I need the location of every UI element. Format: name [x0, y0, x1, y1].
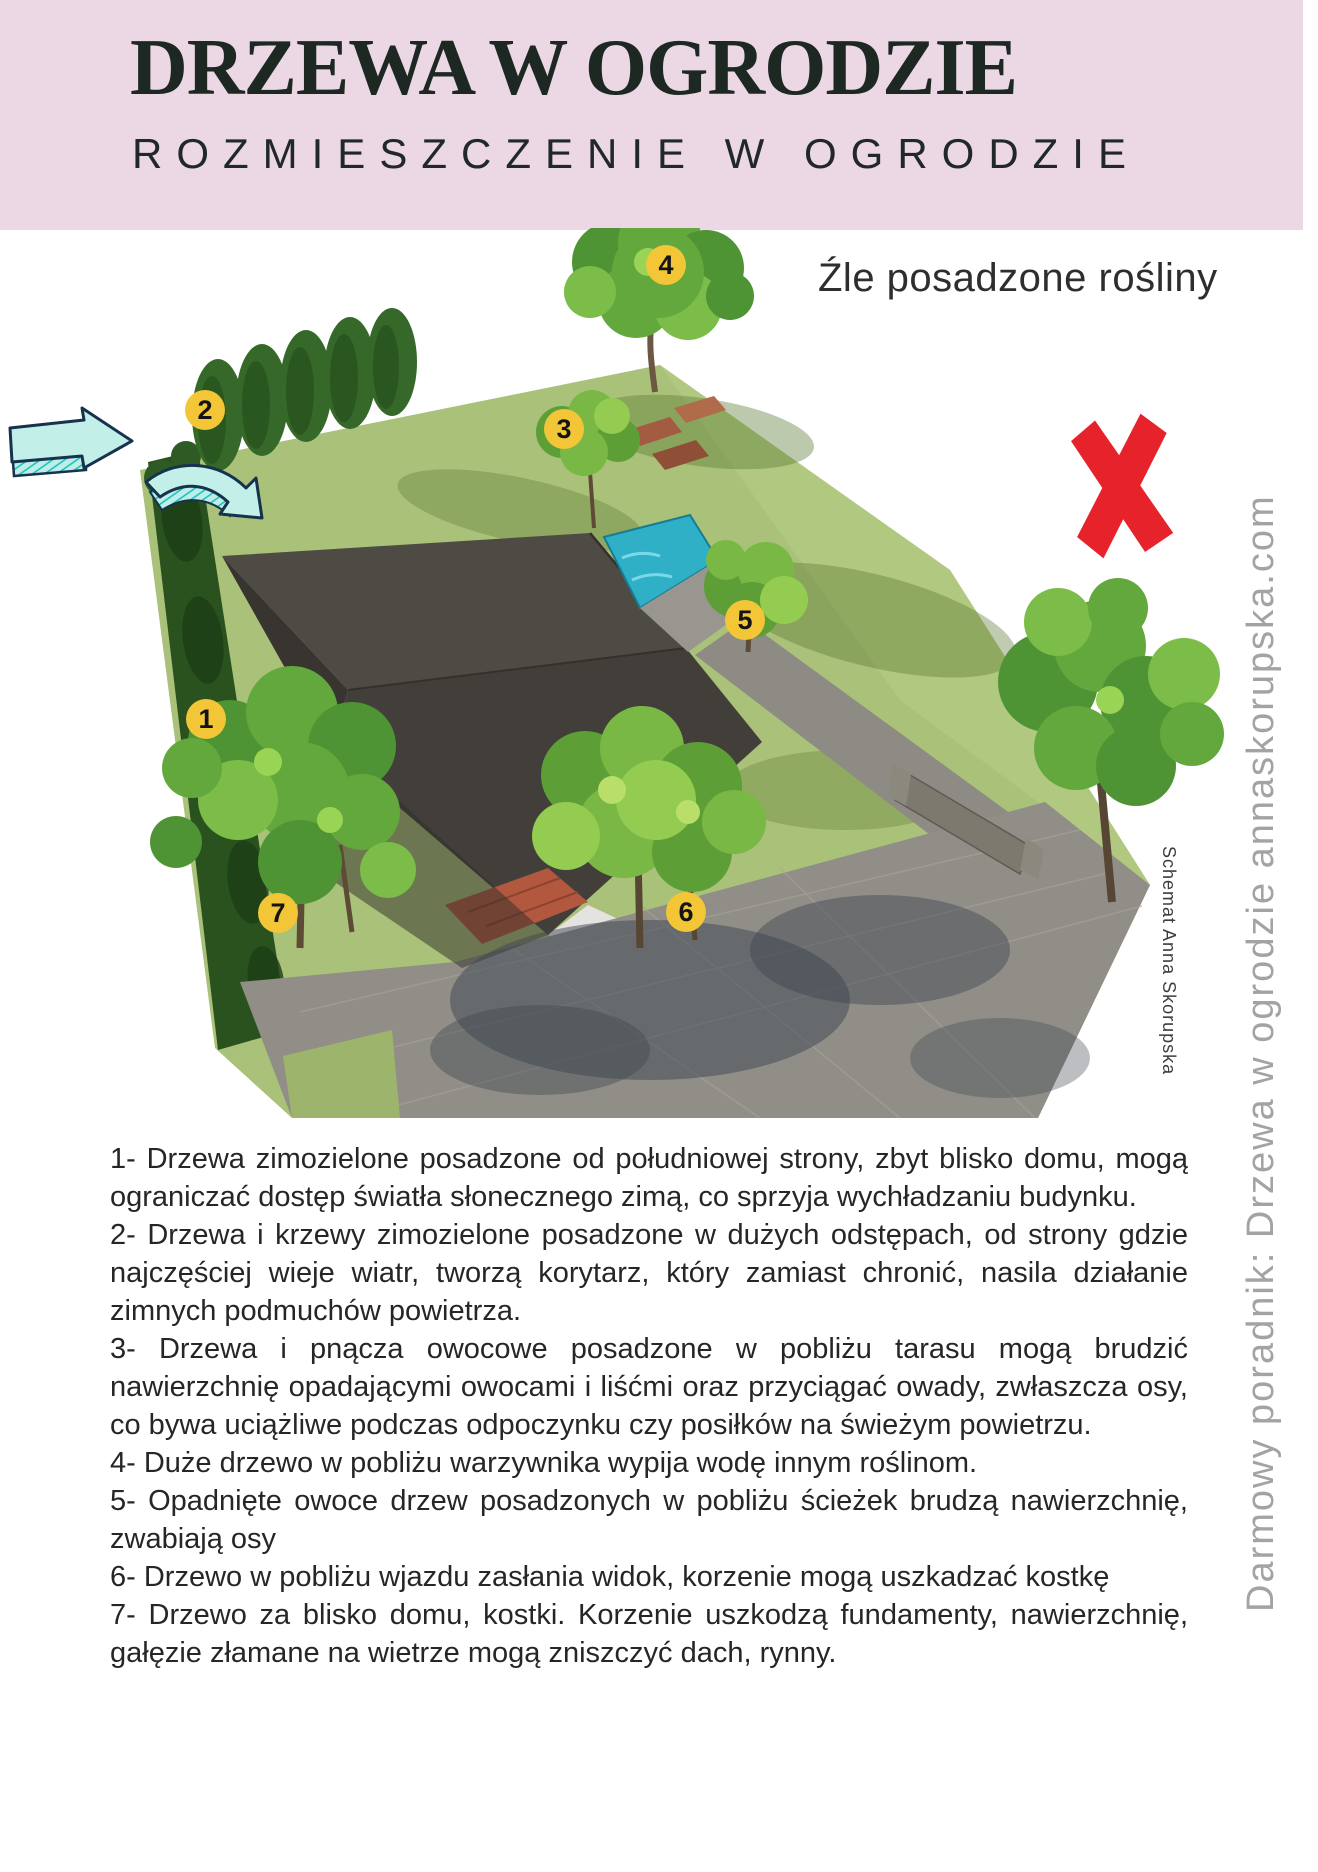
marker-2: [185, 390, 225, 430]
marker-1: [186, 699, 226, 739]
note-item-4: 4- Duże drzewo w pobliżu warzywnika wypija wodę innym roślinom.: [110, 1447, 978, 1479]
schema-credit: Schemat Anna Skorupska: [1159, 846, 1179, 1076]
page-subtitle: ROZMIESZCZENIE W OGRODZIE: [132, 130, 1140, 177]
note-item-6: 6- Drzewo w pobliżu wjazdu zasłania widok, korzenie mogą uszkadzać kostkę: [110, 1561, 1110, 1593]
marker-3: [544, 409, 584, 449]
diagram-caption: Źle posadzone rośliny: [818, 256, 1218, 300]
marker-7-label: 7: [270, 897, 286, 928]
wind-arrow-straight-icon: [10, 408, 132, 476]
note-item-3: 3- Drzewa i pnącza owocowe posadzone w pobliżu tarasu mogą brudzić nawierzchnię opadającymi owocami i liśćmi oraz przyciągać owady, zwłaszcza osy, co bywa uciążliwe podczas odpoczynku czy posiłków na świeżym powietrzu.: [110, 1333, 1188, 1441]
note-item-1: 1- Drzewa zimozielone posadzone od południowej strony, zbyt blisko domu, mogą ograniczać dostęp światła słonecznego zimą, co sprzyja wychładzaniu budynku.: [110, 1143, 1188, 1213]
garden-illustration: [0, 228, 1318, 1128]
red-x-icon: [1065, 411, 1179, 561]
marker-2-label: 2: [197, 394, 213, 425]
marker-4-label: 4: [658, 249, 674, 280]
marker-6-label: 6: [678, 896, 694, 927]
marker-7: [258, 893, 298, 933]
note-item-7: 7- Drzewo za blisko domu, kostki. Korzenie uszkodzą fundamenty, nawierzchnię, gałęzie złamane na wietrze mogą zniszczyć dach, rynny.: [110, 1599, 1188, 1669]
guide-watermark: Darmowy poradnik: Drzewa w ogrodzie annaskorupska.com: [1240, 494, 1282, 1612]
marker-1-label: 1: [198, 703, 214, 734]
note-item-2: 2- Drzewa i krzewy zimozielone posadzone w dużych odstępach, od strony gdzie najczęściej wieje wiatr, tworzą korytarz, który zamiast chronić, nasila działanie zimnych podmuchów powietrza.: [110, 1219, 1188, 1327]
notes-list: [110, 1140, 1188, 1672]
marker-5: [725, 600, 765, 640]
page-title: DRZEWA W OGRODZIE: [130, 24, 1017, 112]
marker-6: [666, 892, 706, 932]
marker-3-label: 3: [556, 413, 572, 444]
note-item-5: 5- Opadnięte owoce drzew posadzonych w pobliżu ścieżek brudzą nawierzchnię, zwabiają osy: [110, 1485, 1188, 1555]
marker-4: [646, 245, 686, 285]
header-banner: [0, 0, 1303, 230]
marker-5-label: 5: [737, 604, 753, 635]
